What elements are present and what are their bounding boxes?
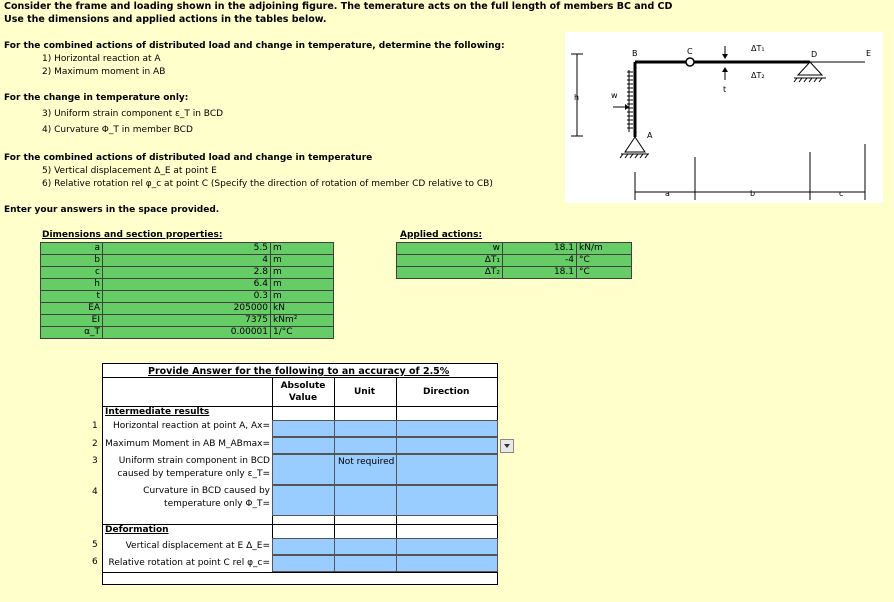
answer-value-1[interactable] (272, 420, 335, 437)
dimensions-value: 6.4 (103, 279, 271, 291)
dimensions-value: 2.8 (103, 267, 271, 279)
applied-value: -4 (503, 255, 577, 267)
row-label: Horizontal reaction at point A, Ax= (112, 421, 270, 431)
row-number: 6 (92, 557, 98, 567)
label-E: E (866, 49, 872, 58)
label-b: b (750, 189, 756, 198)
label-A: A (647, 131, 653, 140)
answer-direction-2[interactable] (396, 437, 498, 454)
answer-direction-1[interactable] (396, 420, 498, 437)
frame-figure (565, 32, 883, 203)
label-a: a (665, 189, 670, 198)
section1-header: For the combined actions of distributed load and change in temperature, determine the following: (4, 41, 505, 51)
answer-direction-3[interactable] (396, 454, 498, 485)
dimensions-row (41, 243, 334, 255)
applied-unit: °C (577, 267, 632, 279)
dimensions-label: t (41, 291, 103, 303)
applied-label: w (397, 243, 503, 255)
dimensions-label: EA (41, 303, 103, 315)
dimensions-value: 5.5 (103, 243, 271, 255)
row-number: 4 (92, 487, 98, 497)
answer-direction-5[interactable] (396, 538, 498, 555)
dimensions-label: b (41, 255, 103, 267)
dimensions-row (41, 279, 334, 291)
applied-row (397, 255, 632, 267)
dimensions-unit: m (271, 255, 334, 267)
dimensions-unit: kNm² (271, 315, 334, 327)
dimensions-label: α_T (41, 327, 103, 339)
answer-value-3[interactable] (272, 454, 335, 485)
question-3: 3) Uniform strain component ε_T in BCD (42, 109, 224, 119)
dimensions-value: 0.3 (103, 291, 271, 303)
answer-unit-2[interactable] (334, 437, 397, 454)
applied-table (396, 242, 632, 279)
applied-label: ΔT₂ (397, 267, 503, 279)
label-dT2: ΔT₂ (751, 71, 765, 80)
dimensions-unit: m (271, 279, 334, 291)
dimensions-value: 205000 (103, 303, 271, 315)
label-w: w (611, 91, 618, 100)
label-c: c (839, 189, 844, 198)
not-required-text: Not required (338, 457, 395, 467)
applied-unit: °C (577, 255, 632, 267)
dimensions-unit: 1/°C (271, 327, 334, 339)
applied-value: 18.1 (503, 243, 577, 255)
dimensions-unit: m (271, 243, 334, 255)
dimensions-label: EI (41, 315, 103, 327)
question-4: 4) Curvature Φ_T in member BCD (42, 125, 193, 135)
row-label: Maximum Moment in AB M_ABmax= (105, 439, 270, 449)
label-D: D (811, 50, 818, 59)
dimensions-row (41, 315, 334, 327)
row-number: 2 (92, 439, 98, 449)
dimensions-unit: m (271, 267, 334, 279)
dimensions-value: 0.00001 (103, 327, 271, 339)
row-label: Uniform strain component in BCD caused by temperature only ε_T= (117, 456, 270, 479)
enter-instruction: Enter your answers in the space provided. (4, 205, 220, 215)
answer-value-6[interactable] (272, 555, 335, 572)
answer-unit-5[interactable] (334, 538, 397, 555)
question-1: 1) Horizontal reaction at A (42, 54, 161, 64)
label-h: h (574, 93, 580, 102)
dimensions-title: Dimensions and section properties: (42, 230, 223, 240)
dimensions-row (41, 327, 334, 339)
divider (102, 572, 498, 573)
deformation-header: Deformation (105, 525, 169, 535)
row-number: 3 (92, 456, 98, 466)
frame-diagram (565, 32, 883, 203)
applied-value: 18.1 (503, 267, 577, 279)
row-number: 5 (92, 540, 98, 550)
intro-line-1: Consider the frame and loading shown in the adjoining figure. The temerature acts on the full length of members BC and CD (4, 1, 673, 12)
dimensions-label: a (41, 243, 103, 255)
row-label: Vertical displacement at E Δ_E= (125, 541, 270, 551)
label-dT1: ΔT₁ (751, 44, 765, 53)
row-number: 1 (92, 421, 98, 431)
label-C: C (687, 47, 693, 56)
question-6: 6) Relative rotation rel φ_c at point C (Specify the direction of rotation of member CD relative to CB) (42, 179, 493, 189)
dimensions-value: 7375 (103, 315, 271, 327)
intermediate-header: Intermediate results (105, 407, 210, 417)
dropdown-button[interactable] (500, 439, 514, 453)
answer-unit-4[interactable] (334, 485, 397, 516)
dimensions-unit: kN (271, 303, 334, 315)
answer-direction-6[interactable] (396, 555, 498, 572)
answer-direction-4[interactable] (396, 485, 498, 516)
col-header-value: Absolute Value (280, 381, 326, 403)
row-label: Relative rotation at point C rel φ_c= (108, 558, 270, 568)
question-2: 2) Maximum moment in AB (42, 67, 166, 77)
section3-header: For the combined actions of distributed load and change in temperature (4, 153, 373, 163)
answer-unit-6[interactable] (334, 555, 397, 572)
chevron-down-icon (501, 440, 513, 452)
answer-value-2[interactable] (272, 437, 335, 454)
answer-unit-1[interactable] (334, 420, 397, 437)
applied-row (397, 267, 632, 279)
answer-title: Provide Answer for the following to an accuracy of 2.5% (148, 366, 450, 377)
dimensions-label: h (41, 279, 103, 291)
applied-label: ΔT₁ (397, 255, 503, 267)
dimensions-row (41, 267, 334, 279)
divider (102, 377, 498, 378)
dimensions-row (41, 303, 334, 315)
dimensions-value: 4 (103, 255, 271, 267)
dimensions-label: c (41, 267, 103, 279)
col-header-unit: Unit (354, 387, 376, 397)
applied-title: Applied actions: (400, 230, 483, 240)
answer-unit-3 (334, 454, 397, 485)
answer-value-5[interactable] (272, 538, 335, 555)
label-B: B (632, 49, 638, 58)
answer-value-4[interactable] (272, 485, 335, 516)
question-5: 5) Vertical displacement Δ_E at point E (42, 166, 217, 176)
intro-line-2: Use the dimensions and applied actions in the tables below. (4, 14, 327, 25)
dimensions-unit: m (271, 291, 334, 303)
applied-unit: kN/m (577, 243, 632, 255)
dimensions-row (41, 291, 334, 303)
col-header-direction: Direction (423, 387, 470, 397)
row-label: Curvature in BCD caused by temperature only Φ_T= (143, 486, 270, 509)
dimensions-row (41, 255, 334, 267)
label-t: t (723, 85, 727, 94)
dimensions-table (40, 242, 334, 339)
applied-row (397, 243, 632, 255)
section2-header: For the change in temperature only: (4, 93, 189, 103)
